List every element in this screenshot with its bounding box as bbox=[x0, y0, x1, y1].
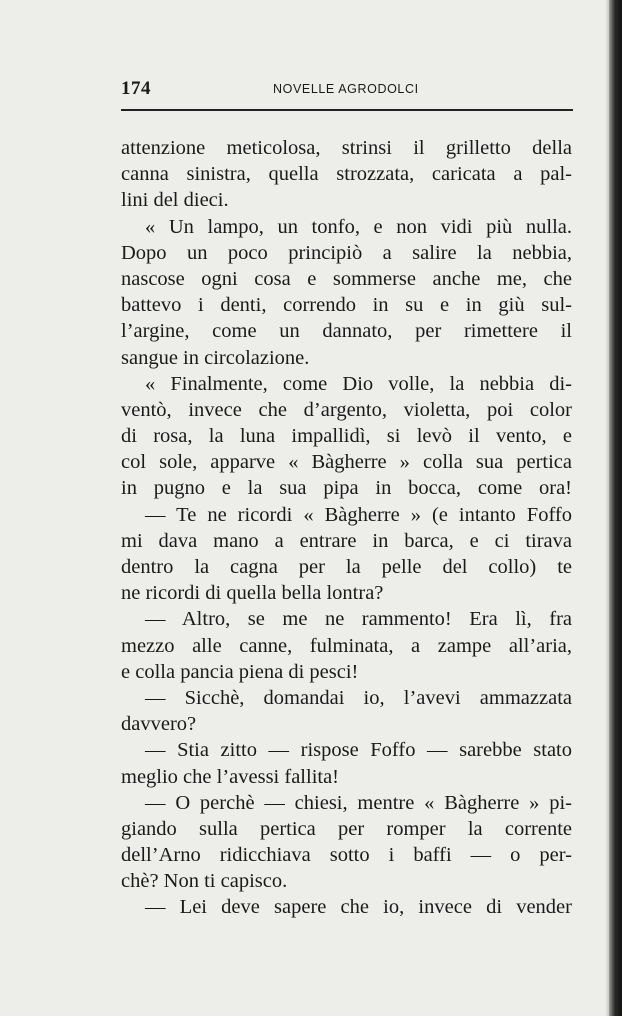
text-line: canna sinistra, quella strozzata, caricata a pal- bbox=[121, 163, 572, 186]
text-line: — Te ne ricordi « Bàgherre » (e intanto Foffo bbox=[145, 503, 572, 526]
text-line: chè? Non ti capisco. bbox=[121, 870, 288, 893]
text-line: ne ricordi di quella bella lontra? bbox=[121, 582, 384, 605]
text-line: « Finalmente, come Dio volle, la nebbia di- bbox=[145, 372, 572, 395]
text-line: mi dava mano a entrare in barca, e ci tirava bbox=[121, 529, 572, 552]
body-text bbox=[121, 135, 572, 921]
text-line: col sole, apparve « Bàgherre » colla sua pertica bbox=[121, 451, 572, 474]
text-line: battevo i denti, correndo in su e in giù sul- bbox=[121, 294, 572, 317]
text-line: l’argine, come un dannato, per rimettere il bbox=[121, 320, 572, 343]
text-line: ventò, invece che d’argento, violetta, poi color bbox=[121, 398, 572, 421]
header-rule bbox=[121, 109, 573, 111]
text-line: sangue in circolazione. bbox=[121, 346, 310, 369]
page-header bbox=[121, 78, 573, 102]
text-line: mezzo alle canne, fulminata, a zampe all’aria, bbox=[121, 634, 572, 657]
text-line: di rosa, la luna impallidì, si levò il vento, e bbox=[121, 425, 572, 448]
text-line: — Sicchè, domandai io, l’avevi ammazzata bbox=[145, 686, 572, 709]
text-line: e colla pancia piena di pesci! bbox=[121, 660, 359, 683]
text-line: dentro la cagna per la pelle del collo) te bbox=[121, 556, 572, 578]
page-number: 174 bbox=[121, 78, 151, 99]
text-line: Dopo un poco principiò a salire la nebbia, bbox=[121, 241, 572, 264]
text-line: — O perchè — chiesi, mentre « Bàgherre » pi- bbox=[145, 791, 572, 814]
text-line: nascose ogni cosa e sommerse anche me, che bbox=[121, 267, 572, 290]
text-line: giando sulla pertica per romper la corrente bbox=[121, 817, 572, 840]
running-title: NOVELLE AGRODOLCI bbox=[273, 82, 419, 96]
text-line: attenzione meticolosa, strinsi il grilletto della bbox=[121, 137, 572, 159]
text-line: lini del dieci. bbox=[121, 189, 229, 212]
text-line: — Altro, se me ne rammento! Era lì, fra bbox=[145, 608, 572, 631]
text-line: « Un lampo, un tonfo, e non vidi più nulla. bbox=[145, 215, 572, 238]
page-edge bbox=[609, 0, 622, 1016]
text-line: dell’Arno ridicchiava sotto i baffi — o per- bbox=[121, 844, 572, 867]
text-line: — Lei deve sapere che io, invece di vender bbox=[145, 896, 572, 919]
text-line: — Stia zitto — rispose Foffo — sarebbe stato bbox=[145, 739, 572, 762]
text-line: meglio che l’avessi fallita! bbox=[121, 765, 340, 788]
text-line: in pugno e la sua pipa in bocca, come ora! bbox=[121, 477, 572, 500]
text-line: davvero? bbox=[121, 713, 197, 736]
